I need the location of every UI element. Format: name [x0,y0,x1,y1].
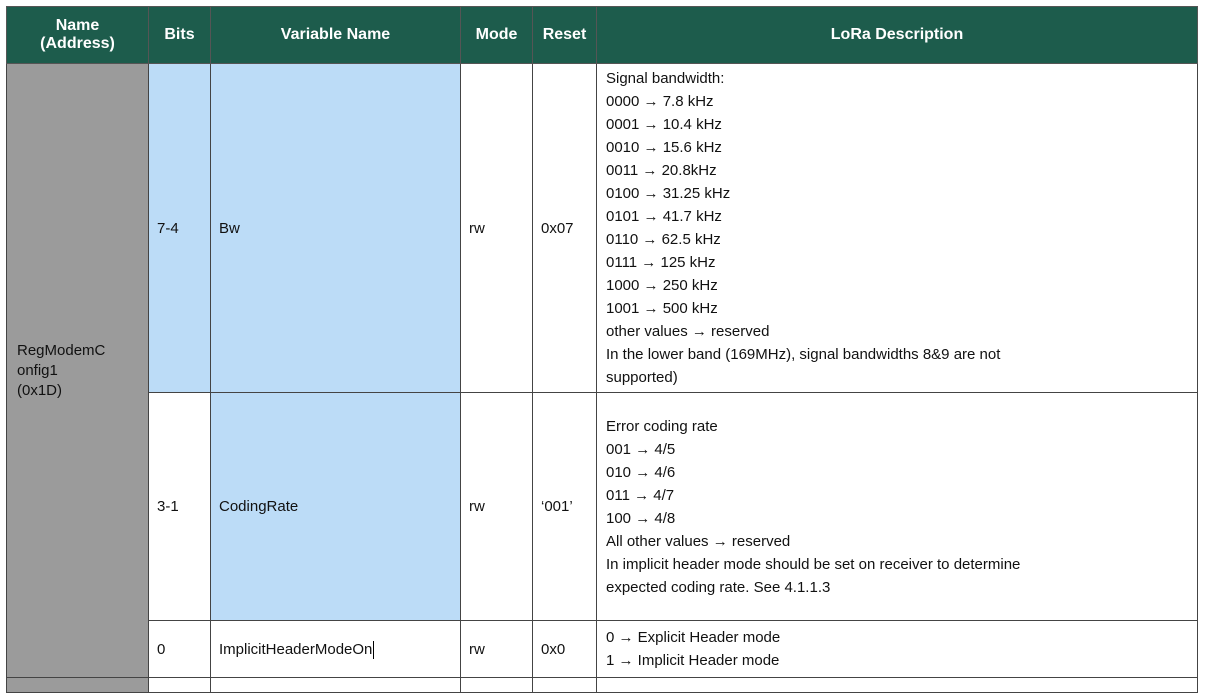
header-mode: Mode [461,7,533,64]
description-line: 0110 → 62.5 kHz [606,231,721,248]
partial-cell [533,678,597,693]
next-register-name-cell [7,678,149,693]
table-row-partial [7,678,1198,693]
description-line: In the lower band (169MHz), signal bandwidths 8&9 are not [606,346,1001,363]
header-variable-name: Variable Name [211,7,461,64]
register-table [6,6,1198,693]
table-row-bw [7,64,1198,393]
header-bits: Bits [149,7,211,64]
header-reset: Reset [533,7,597,64]
header-lora-description: LoRa Description [597,7,1198,64]
bits-cell: 7-4 [149,64,211,393]
header-row [7,7,1198,64]
description-line: 0000 → 7.8 kHz [606,93,714,110]
mode-cell: rw [461,64,533,393]
table-row-codingrate [7,393,1198,621]
description-line: 1000 → 250 kHz [606,277,718,294]
description-line: 011 → 4/7 [606,486,675,504]
mode-cell: rw [461,621,533,678]
description-line: 0001 → 10.4 kHz [606,116,722,133]
description-line: expected coding rate. See 4.1.1.3 [606,578,831,596]
header-name-line2: (Address) [40,35,115,52]
partial-cell [597,678,1198,693]
description-cell [597,393,1198,621]
description-cell [597,64,1198,393]
text-cursor [373,641,374,659]
description-line: Error coding rate [606,417,718,435]
register-address: (0x1D) [17,381,63,399]
description-line: 0010 → 15.6 kHz [606,139,722,156]
partial-cell [211,678,461,693]
partial-cell [149,678,211,693]
variable-name-cell[interactable] [211,621,461,678]
reset-cell: 0x07 [533,64,597,393]
variable-name-text: ImplicitHeaderModeOn [219,640,373,658]
description-line: 0011 → 20.8kHz [606,162,717,179]
register-table-container [6,6,1197,693]
description-line: 1 → Implicit Header mode [606,652,780,669]
bits-cell: 3-1 [149,393,211,621]
variable-name-cell[interactable]: Bw [211,64,461,393]
description-line: other values → reserved [606,323,770,340]
description-line: supported) [606,369,678,386]
bits-cell: 0 [149,621,211,678]
description-line: All other values → reserved [606,532,791,550]
description-line: 001 → 4/5 [606,440,676,458]
register-name-cell [7,64,149,678]
reset-cell: 0x0 [533,621,597,678]
description-line: 010 → 4/6 [606,463,676,481]
table-row-implicitheader [7,621,1198,678]
register-name-line2: onfig1 [17,361,58,379]
variable-name-cell[interactable]: CodingRate [211,393,461,621]
description-line: 1001 → 500 kHz [606,300,718,317]
description-line: 0 → Explicit Header mode [606,629,781,646]
description-line: 0101 → 41.7 kHz [606,208,722,225]
header-name-address [7,7,149,64]
description-line: 0111 → 125 kHz [606,254,716,271]
mode-cell: rw [461,393,533,621]
description-line: Signal bandwidth: [606,70,725,87]
partial-cell [461,678,533,693]
description-line: 0100 → 31.25 kHz [606,185,731,202]
description-line: In implicit header mode should be set on receiver to determine [606,555,1021,573]
reset-cell: ‘001’ [533,393,597,621]
description-line: 100 → 4/8 [606,509,676,527]
header-name-line1: Name [55,17,100,34]
register-name-line1: RegModemC [17,341,106,359]
description-cell [597,621,1198,678]
